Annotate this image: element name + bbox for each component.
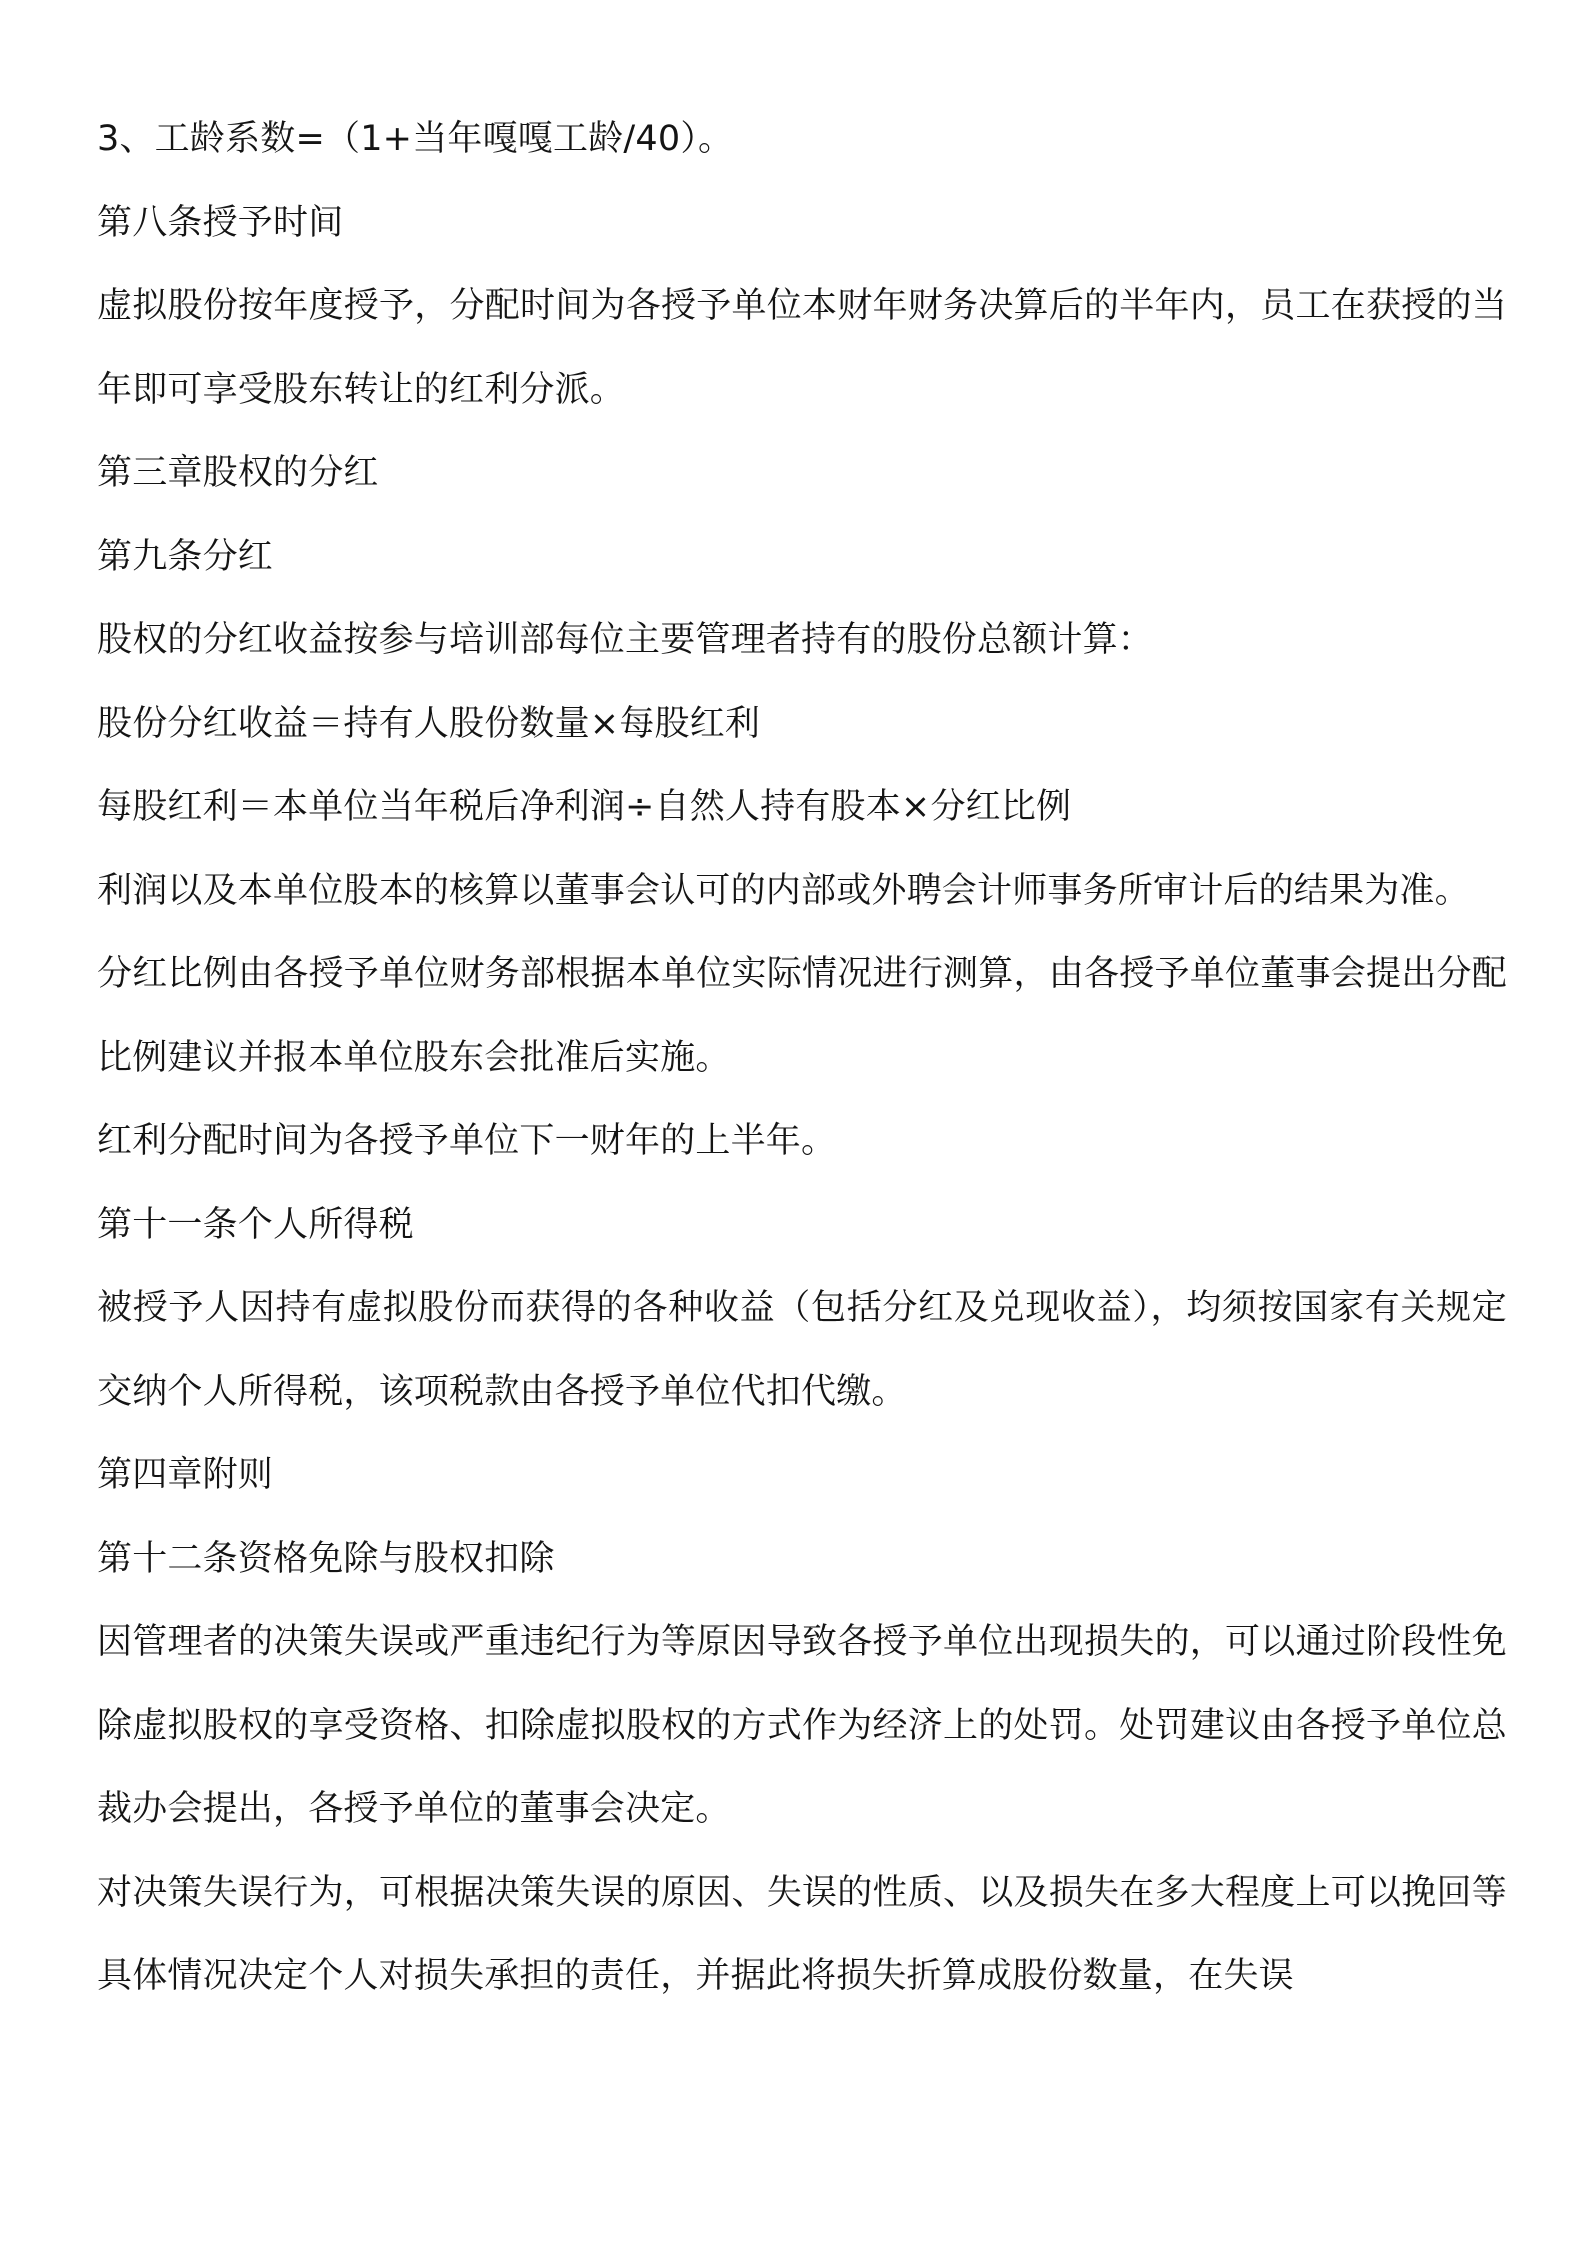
- formula-dividend-income: 股份分红收益＝持有人股份数量×每股红利: [97, 703, 761, 744]
- formula-dividend-per-share: 每股红利＝本单位当年税后净利润÷自然人持有股本×分红比例: [97, 787, 1072, 827]
- paragraph-qualification-removal: 因管理者的决策失误或严重违纪行为等原因导致各授予单位出现损失的，可以通过阶段性免除虚拟股权的享受资格、扣除虚拟股权的方式作为经济上的处罚。处罚建议由各授予单位总裁办会提出，各授予单位的董事会决定。: [97, 1622, 1507, 1829]
- heading-chapter-3: 第三章股权的分红: [97, 453, 379, 493]
- paragraph-grant-time: 虚拟股份按年度授予，分配时间为各授予单位本财年财务决算后的半年内，员工在获授的当年即可享受股东转让的红利分派。: [97, 286, 1507, 410]
- paragraph-decision-error: 对决策失误行为，可根据决策失误的原因、失误的性质、以及损失在多大程度上可以挽回等具体情况决定个人对损失承担的责任，并据此将损失折算成股份数量，在失误: [97, 1872, 1507, 1996]
- heading-article-12: 第十二条资格免除与股权扣除: [97, 1538, 555, 1579]
- paragraph-dividend-ratio: 分红比例由各授予单位财务部根据本单位实际情况进行测算，由各授予单位董事会提出分配比例建议并报本单位股东会批准后实施。: [97, 954, 1507, 1078]
- paragraph-income-tax: 被授予人因持有虚拟股份而获得的各种收益（包括分红及兑现收益），均须按国家有关规定交纳个人所得税，该项税款由各授予单位代扣代缴。: [97, 1288, 1507, 1412]
- heading-chapter-4: 第四章附则: [97, 1455, 274, 1495]
- paragraph-profit-accounting: 利润以及本单位股本的核算以董事会认可的内部或外聘会计师事务所审计后的结果为准。: [97, 870, 1470, 911]
- paragraph-seniority-coefficient: 3、工龄系数=（1+当年嘎嘎工龄/40）。: [97, 119, 734, 159]
- paragraph-dividend-basis: 股权的分红收益按参与培训部每位主要管理者持有的股份总额计算：: [97, 620, 1154, 660]
- heading-article-11: 第十一条个人所得税: [97, 1204, 414, 1245]
- paragraph-dividend-time: 红利分配时间为各授予单位下一财年的上半年。: [97, 1121, 837, 1161]
- heading-article-9: 第九条分红: [97, 536, 274, 577]
- heading-article-8: 第八条授予时间: [97, 202, 344, 243]
- document-body: [97, 98, 1507, 2019]
